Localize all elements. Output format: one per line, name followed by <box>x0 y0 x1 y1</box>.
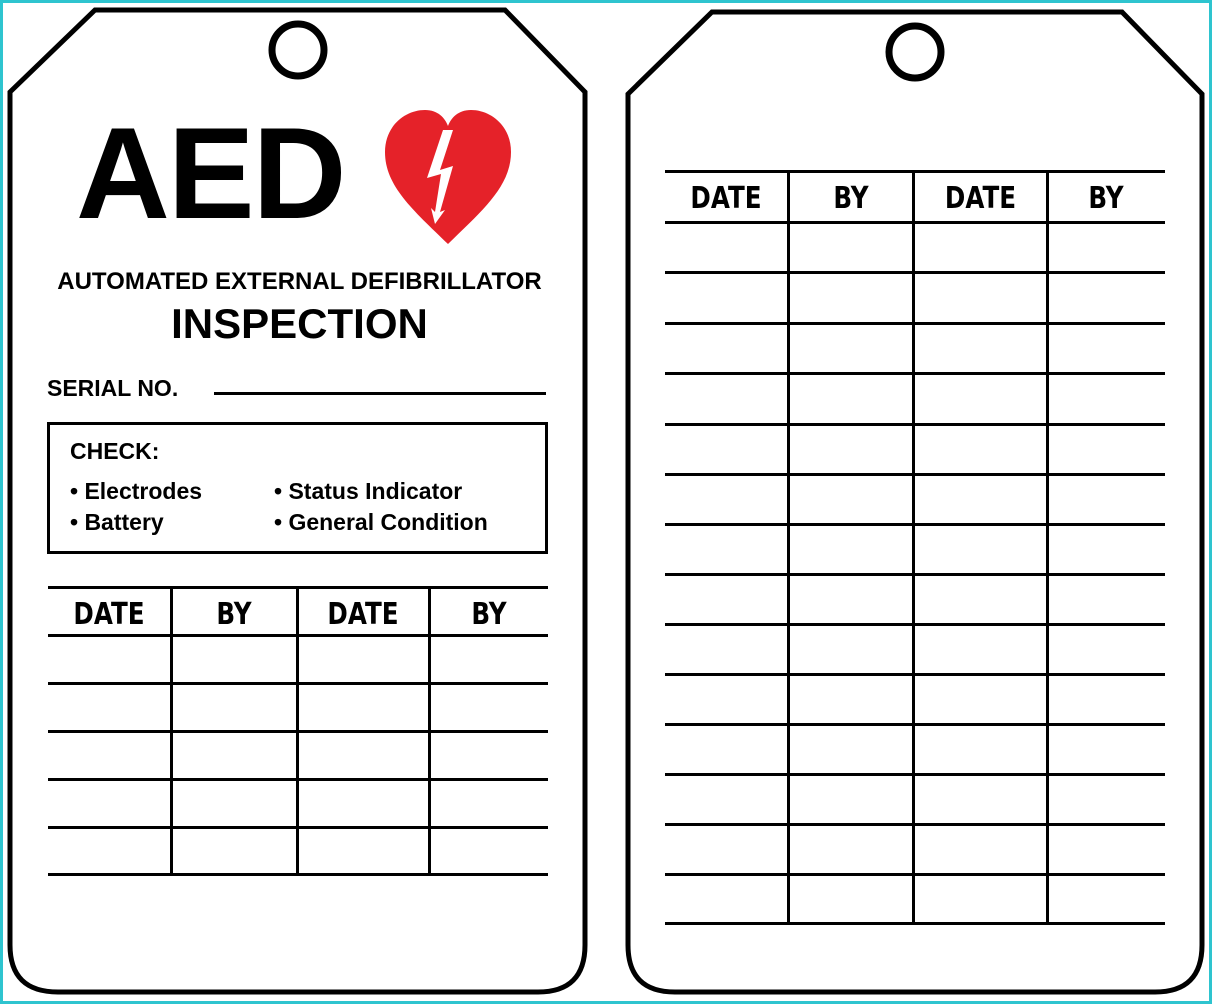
back-table-rule <box>665 922 1165 925</box>
back-table-column-divider <box>787 172 790 924</box>
check-item-general-condition: • General Condition <box>274 509 488 535</box>
back-table-rule <box>665 523 1165 526</box>
back-table-column-divider <box>912 172 915 924</box>
back-tag-grommet-hole <box>889 26 941 78</box>
back-table-rule <box>665 573 1165 576</box>
back-col-header-date-2: DATE <box>944 181 1017 216</box>
back-table-rule <box>665 623 1165 626</box>
back-table-rule <box>665 473 1165 476</box>
back-table-rule <box>665 723 1165 726</box>
front-col-header-by-2: BY <box>471 597 507 632</box>
front-col-header-date-1: DATE <box>73 597 145 632</box>
back-table-rule <box>665 322 1165 325</box>
check-item-electrodes: • Electrodes <box>70 478 203 504</box>
serial-number-label: SERIAL NO. <box>47 375 179 401</box>
back-table-rule <box>665 221 1165 224</box>
check-item-battery: • Battery <box>70 509 164 535</box>
back-table-rule <box>665 673 1165 676</box>
back-table-rule <box>665 823 1165 826</box>
back-table-rule <box>665 773 1165 776</box>
back-col-header-by-1: BY <box>833 181 869 216</box>
subtitle: AUTOMATED EXTERNAL DEFIBRILLATOR <box>57 268 542 295</box>
back-table-rule <box>665 271 1165 274</box>
front-col-header-date-2: DATE <box>327 597 399 632</box>
back-table-column-divider <box>1046 172 1049 924</box>
front-col-header-by-1: BY <box>216 597 252 632</box>
inspection-heading: INSPECTION <box>171 300 428 347</box>
back-table-rule <box>665 873 1165 876</box>
back-table-rule <box>665 423 1165 426</box>
back-col-header-by-2: BY <box>1088 181 1124 216</box>
check-item-status-indicator: • Status Indicator <box>274 478 463 504</box>
back-table-rule <box>665 170 1165 173</box>
back-col-header-date-1: DATE <box>690 181 762 216</box>
aed-title: AED <box>76 100 345 246</box>
check-title: CHECK: <box>70 438 160 464</box>
back-table-rule <box>665 372 1165 375</box>
